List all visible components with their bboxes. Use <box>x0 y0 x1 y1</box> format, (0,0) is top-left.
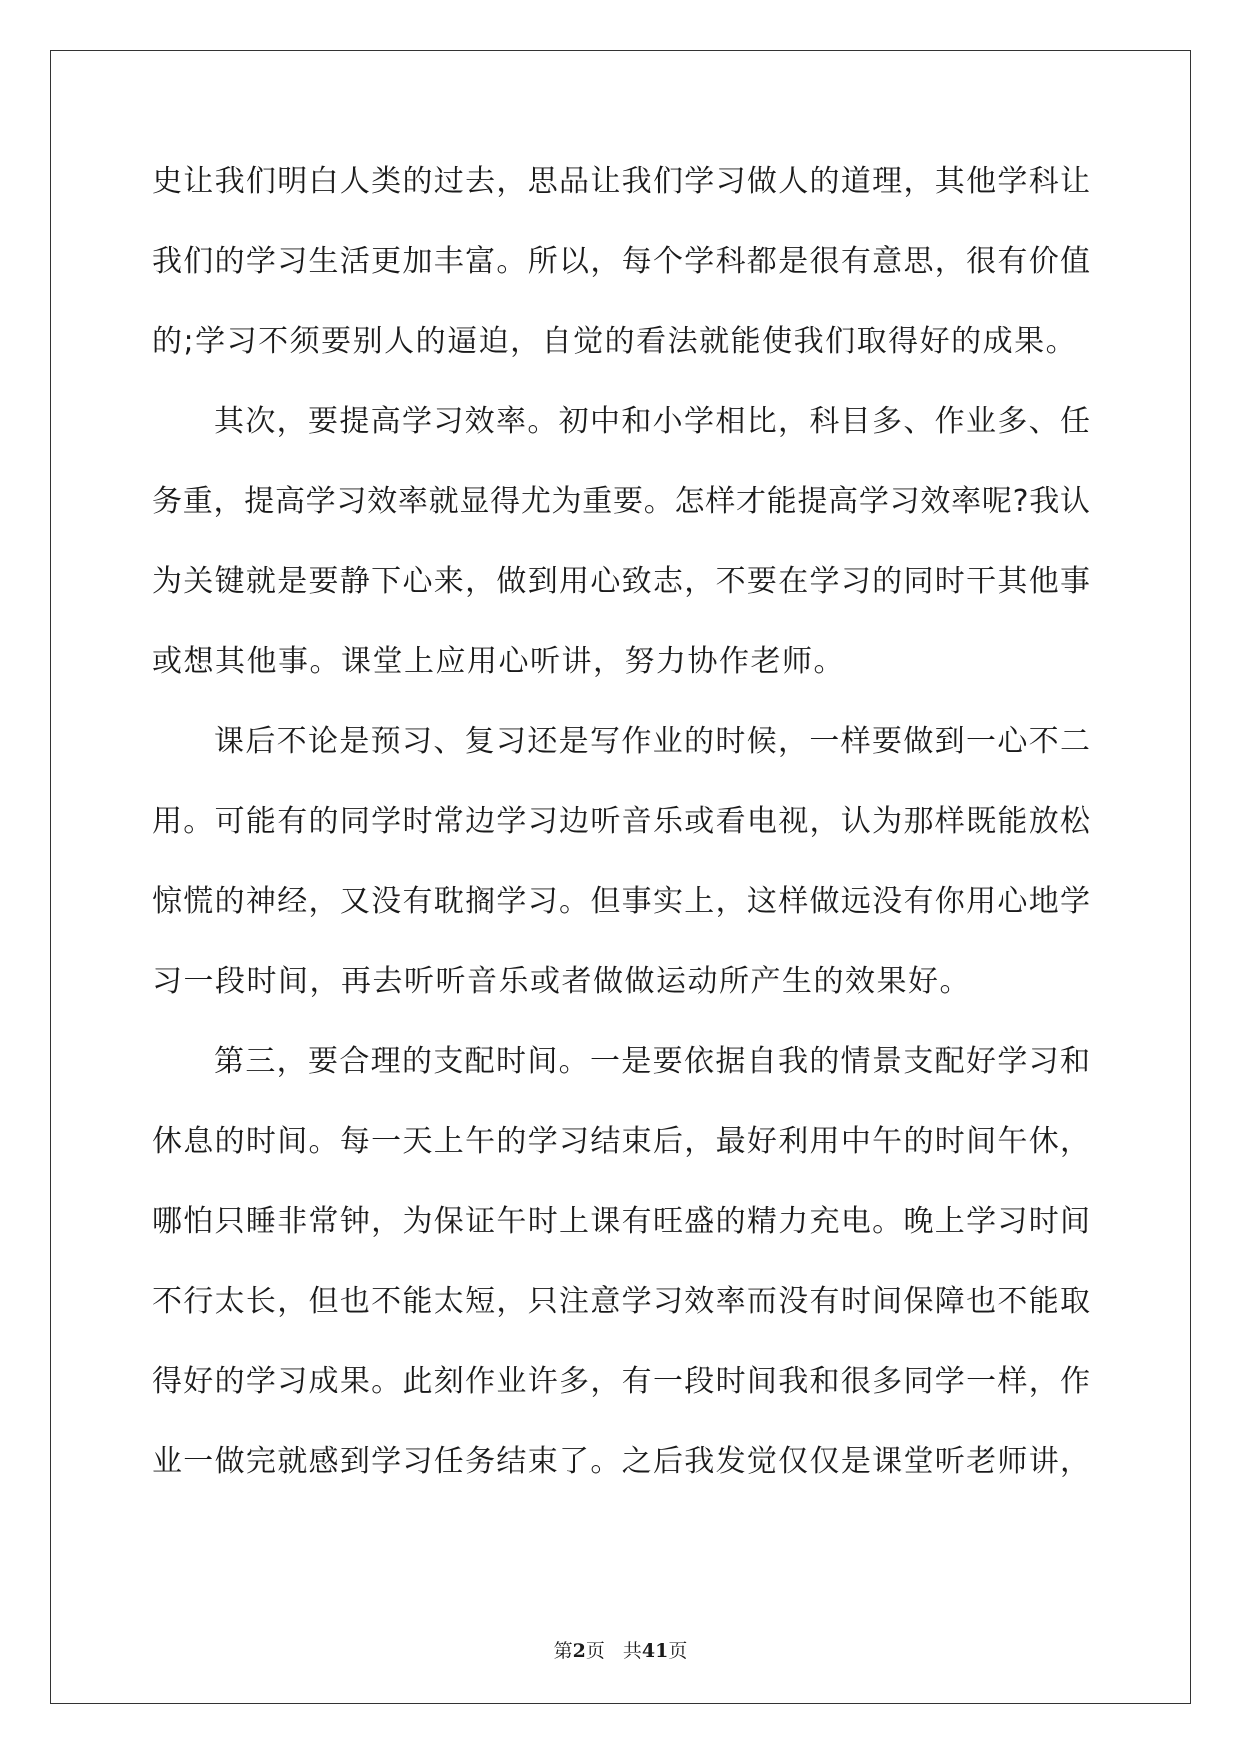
footer-total-suffix: 页 <box>668 1640 688 1662</box>
text-line: 史让我们明白人类的过去，思品让我们学习做人的道理，其他学科让 <box>152 164 1090 199</box>
paragraph-first-line: 第三，要合理的支配时间。一是要依据自我的情景支配好学习和 <box>214 1044 1090 1079</box>
footer-page-prefix: 第 <box>553 1640 573 1662</box>
text-line: 不行太长，但也不能太短，只注意学习效率而没有时间保障也不能取 <box>152 1284 1090 1319</box>
paragraph-first-line: 课后不论是预习、复习还是写作业的时候，一样要做到一心不二 <box>214 724 1090 759</box>
text-line: 习一段时间，再去听听音乐或者做做运动所产生的效果好。 <box>152 964 971 999</box>
text-line: 为关键就是要静下心来，做到用心致志，不要在学习的同时干其他事 <box>152 564 1090 599</box>
footer-total-pages: 41 <box>641 1640 669 1662</box>
text-line: 得好的学习成果。此刻作业许多，有一段时间我和很多同学一样，作 <box>152 1364 1090 1399</box>
footer-page-suffix: 页 <box>585 1640 605 1662</box>
text-line: 惊慌的神经，又没有耽搁学习。但事实上，这样做远没有你用心地学 <box>152 884 1090 919</box>
paragraph-first-line: 其次，要提高学习效率。初中和小学相比，科目多、作业多、任 <box>214 404 1090 439</box>
footer-total-prefix: 共 <box>622 1640 642 1662</box>
text-line: 哪怕只睡非常钟，为保证午时上课有旺盛的精力充电。晚上学习时间 <box>152 1204 1090 1239</box>
footer-page-number: 2 <box>572 1640 586 1662</box>
text-line: 我们的学习生活更加丰富。所以，每个学科都是很有意思，很有价值 <box>152 244 1090 279</box>
text-line: 用。可能有的同学时常边学习边听音乐或看电视，认为那样既能放松 <box>152 804 1090 839</box>
text-line: 的;学习不须要别人的逼迫，自觉的看法就能使我们取得好的成果。 <box>152 324 1078 359</box>
page-footer <box>0 1636 1241 1663</box>
text-line: 休息的时间。每一天上午的学习结束后，最好利用中午的时间午休， <box>152 1124 1090 1159</box>
text-line: 业一做完就感到学习任务结束了。之后我发觉仅仅是课堂听老师讲， <box>152 1444 1090 1479</box>
document-body <box>152 162 1090 1522</box>
text-line: 或想其他事。课堂上应用心听讲，努力协作老师。 <box>152 644 845 679</box>
text-line: 务重，提高学习效率就显得尤为重要。怎样才能提高学习效率呢?我认 <box>152 484 1090 519</box>
